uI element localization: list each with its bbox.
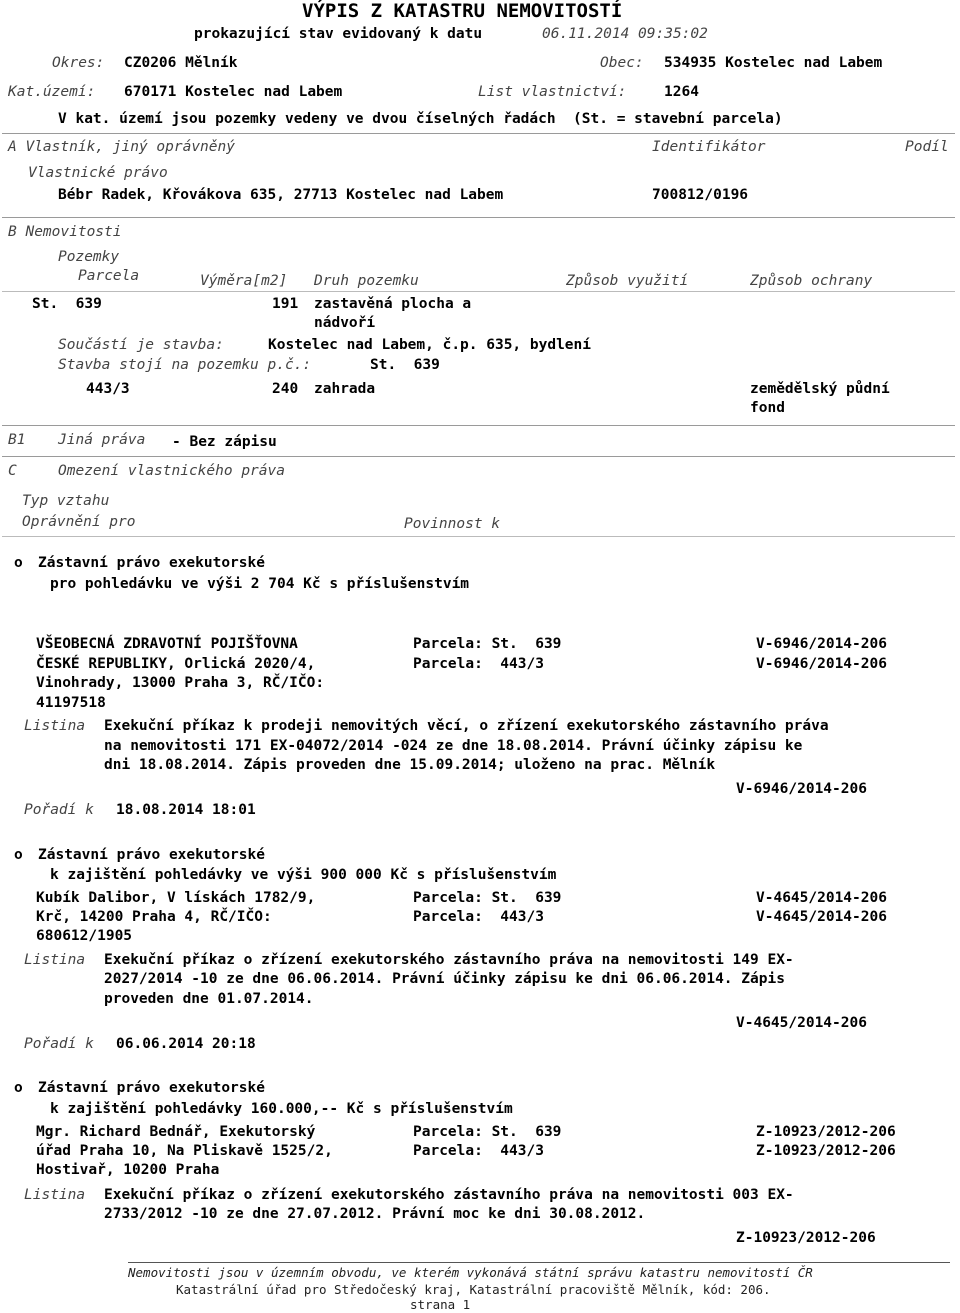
entry-3-party: úřad Praha 10, Na Pliskavě 1525/2, — [36, 1143, 333, 1159]
owner-id: 700812/0196 — [652, 187, 749, 203]
parcel-2-id: 443/3 — [86, 381, 130, 397]
section-divider — [2, 133, 955, 134]
kat-uzemi-label: Kat.území: — [8, 84, 96, 100]
jina-prava-label: Jiná práva — [58, 432, 146, 448]
footer-office: Katastrální úřad pro Středočeský kraj, Katastrální pracoviště Mělník, kód: 206. — [176, 1282, 771, 1297]
footer-note: Nemovitosti jsou v územním obvodu, ve kterém vykonává státní správu katastru nemovitostí ČR — [128, 1265, 813, 1280]
section-divider — [2, 425, 955, 426]
entry-bullet: o — [14, 555, 23, 571]
section-b1-code: B1 — [8, 432, 26, 448]
entry-1-party: ČESKÉ REPUBLIKY, Orlická 2020/4, — [36, 656, 316, 672]
page-number: strana 1 — [410, 1297, 471, 1312]
okres-label: Okres: — [52, 55, 105, 71]
list-vlastnictvi-label: List vlastnictví: — [478, 84, 627, 100]
entry-1-poradi-label: Pořadí k — [24, 802, 94, 818]
stavba-stoji-label: Stavba stojí na pozemku p.č.: — [58, 357, 312, 373]
entry-3-parcel: Parcela: 443/3 — [413, 1143, 544, 1159]
list-vlastnictvi-value: 1264 — [664, 84, 699, 100]
soucasti-stavba-label: Součástí je stavba: — [58, 337, 224, 353]
entry-3-listina-label: Listina — [24, 1187, 86, 1203]
parcel-2-ochrana: zemědělský půdní — [750, 381, 890, 397]
entry-bullet: o — [14, 847, 23, 863]
entry-2-ref: V-4645/2014-206 — [756, 909, 887, 925]
table-header-divider — [2, 536, 955, 537]
opravneni-pro-label: Oprávnění pro — [22, 514, 136, 530]
entry-2-listina: proveden dne 01.07.2014. — [104, 991, 314, 1007]
entry-3-listina: Exekuční příkaz o zřízení exekutorského zástavního práva na nemovitosti 003 EX- — [104, 1187, 794, 1203]
section-divider — [2, 217, 955, 218]
document-subtitle: prokazující stav evidovaný k datu — [194, 26, 483, 42]
entry-2-listina-ref: V-4645/2014-206 — [736, 1015, 867, 1031]
entry-2-party: Kubík Dalibor, V lískách 1782/9, — [36, 890, 316, 906]
kat-uzemi-value: 670171 Kostelec nad Labem — [124, 84, 343, 100]
entry-1-poradi-value: 18.08.2014 18:01 — [116, 802, 256, 818]
parcel-1-druh-cont: nádvoří — [314, 315, 376, 331]
section-c-code: C — [8, 463, 17, 479]
entry-2-poradi-label: Pořadí k — [24, 1036, 94, 1052]
podil-label: Podíl — [905, 139, 949, 155]
entry-3-party: Hostivař, 10200 Praha — [36, 1162, 220, 1178]
entry-2-party: 680612/1905 — [36, 928, 133, 944]
entry-3-listina-ref: Z-10923/2012-206 — [736, 1230, 876, 1246]
entry-1-ref: V-6946/2014-206 — [756, 656, 887, 672]
parcel-1-druh: zastavěná plocha a — [314, 296, 472, 312]
parcela-column-header: Parcela — [78, 268, 140, 284]
extract-date: 06.11.2014 09:35:02 — [542, 26, 708, 42]
document-title: VÝPIS Z KATASTRU NEMOVITOSTÍ — [302, 0, 623, 22]
okres-value: CZ0206 Mělník — [124, 55, 238, 71]
entry-3-ref: Z-10923/2012-206 — [756, 1143, 896, 1159]
entry-3-party: Mgr. Richard Bednář, Exekutorský — [36, 1124, 316, 1140]
parcel-1-id: St. 639 — [32, 296, 102, 312]
entry-1-party: 41197518 — [36, 695, 106, 711]
entry-2-party: Krč, 14200 Praha 4, RČ/IČO: — [36, 909, 272, 925]
zpusob-ochrany-column-header: Způsob ochrany — [750, 273, 873, 289]
parcel-1-vymera: 191 — [272, 296, 299, 312]
entry-1-party: VŠEOBECNÁ ZDRAVOTNÍ POJIŠŤOVNA — [36, 636, 298, 652]
vymera-column-header: Výměra[m2] — [200, 273, 288, 289]
entry-1-listina-ref: V-6946/2014-206 — [736, 781, 867, 797]
obec-value: 534935 Kostelec nad Labem — [664, 55, 883, 71]
entry-2-poradi-value: 06.06.2014 20:18 — [116, 1036, 256, 1052]
vlastnicke-pravo-label: Vlastnické právo — [28, 165, 168, 181]
parcel-2-druh: zahrada — [314, 381, 376, 397]
section-b-heading: B Nemovitosti — [8, 224, 122, 240]
owner-name: Bébr Radek, Křovákova 635, 27713 Kostelec nad Labem — [58, 187, 504, 203]
entry-1-ref: V-6946/2014-206 — [756, 636, 887, 652]
entry-3-title: Zástavní právo exekutorské — [38, 1080, 265, 1096]
entry-2-parcel: Parcela: 443/3 — [413, 909, 544, 925]
table-header-divider — [2, 291, 955, 292]
parcel-2-vymera: 240 — [272, 381, 299, 397]
povinnost-k-label: Povinnost k — [404, 516, 501, 532]
entry-3-ref: Z-10923/2012-206 — [756, 1124, 896, 1140]
entry-2-listina-label: Listina — [24, 952, 86, 968]
entry-3-subtitle: k zajištění pohledávky 160.000,-- Kč s příslušenstvím — [50, 1101, 513, 1117]
entry-1-listina: Exekuční příkaz k prodeji nemovitých věcí, o zřízení exekutorského zástavního práva — [104, 718, 829, 734]
obec-label: Obec: — [600, 55, 644, 71]
soucasti-stavba-value: Kostelec nad Labem, č.p. 635, bydlení — [268, 337, 592, 353]
stavba-stoji-value: St. 639 — [370, 357, 440, 373]
entry-1-party: Vinohrady, 13000 Praha 3, RČ/IČO: — [36, 675, 325, 691]
entry-2-ref: V-4645/2014-206 — [756, 890, 887, 906]
jina-prava-value: - Bez zápisu — [172, 434, 277, 450]
entry-2-listina: 2027/2014 -10 ze dne 06.06.2014. Právní účinky zápisu ke dni 06.06.2014. Zápis — [104, 971, 785, 987]
entry-2-subtitle: k zajištění pohledávky ve výši 900 000 Kč s příslušenstvím — [50, 867, 557, 883]
entry-3-parcel: Parcela: St. 639 — [413, 1124, 562, 1140]
parcel-2-ochrana-cont: fond — [750, 400, 785, 416]
section-a-heading: A Vlastník, jiný oprávněný — [8, 139, 235, 155]
entry-1-listina: na nemovitosti 171 EX-04072/2014 -024 ze dne 18.08.2014. Právní účinky zápisu ke — [104, 738, 803, 754]
pozemky-label: Pozemky — [58, 249, 120, 265]
entry-2-parcel: Parcela: St. 639 — [413, 890, 562, 906]
numbering-note: V kat. území jsou pozemky vedeny ve dvou číselných řadách (St. = stavební parcela) — [58, 111, 783, 127]
entry-bullet: o — [14, 1080, 23, 1096]
section-divider — [2, 456, 955, 457]
identifikator-label: Identifikátor — [652, 139, 766, 155]
entry-1-listina: dni 18.08.2014. Zápis proveden dne 15.09.2014; uloženo na prac. Mělník — [104, 757, 716, 773]
section-c-heading: Omezení vlastnického práva — [58, 463, 285, 479]
footer-rule — [128, 1262, 950, 1263]
entry-1-subtitle: pro pohledávku ve výši 2 704 Kč s příslušenstvím — [50, 576, 470, 592]
entry-1-parcel: Parcela: St. 639 — [413, 636, 562, 652]
typ-vztahu-label: Typ vztahu — [22, 493, 110, 509]
entry-1-listina-label: Listina — [24, 718, 86, 734]
entry-3-listina: 2733/2012 -10 ze dne 27.07.2012. Právní moc ke dni 30.08.2012. — [104, 1206, 646, 1222]
entry-1-title: Zástavní právo exekutorské — [38, 555, 265, 571]
entry-1-parcel: Parcela: 443/3 — [413, 656, 544, 672]
entry-2-listina: Exekuční příkaz o zřízení exekutorského zástavního práva na nemovitosti 149 EX- — [104, 952, 794, 968]
entry-2-title: Zástavní právo exekutorské — [38, 847, 265, 863]
druh-column-header: Druh pozemku — [314, 273, 419, 289]
zpusob-vyuziti-column-header: Způsob využití — [566, 273, 689, 289]
